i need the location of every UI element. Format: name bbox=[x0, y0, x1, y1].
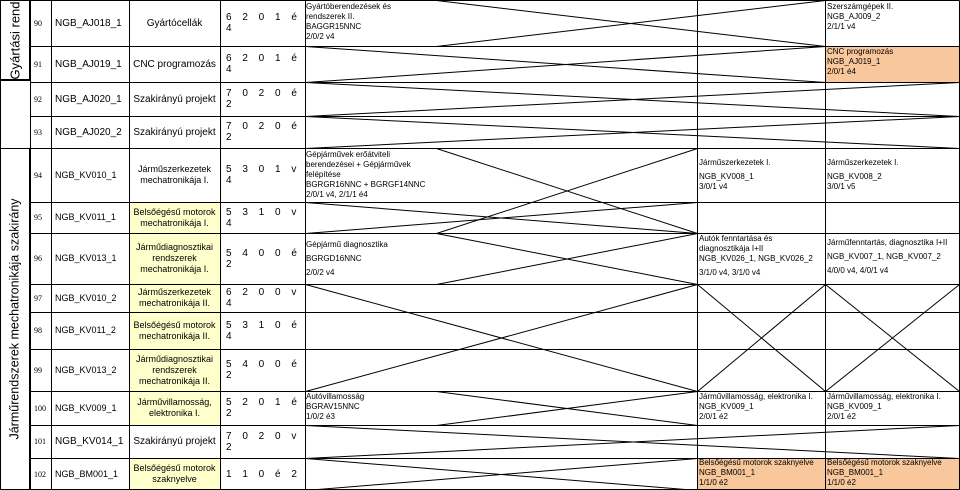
info-line: 3/1/0 v4, 3/1/0 v4 bbox=[699, 268, 761, 277]
course-code: NGB_BM001_1 bbox=[55, 468, 119, 479]
info-line: berendezései + Gépjárművek bbox=[306, 160, 411, 169]
info-line: Belsőégésű motorok szaknyelve bbox=[827, 458, 942, 467]
info-line: 2/0/2 v4 bbox=[306, 32, 335, 41]
row-number: 94 bbox=[34, 170, 42, 180]
info-line: Gépjárművek erőátviteli bbox=[306, 150, 391, 159]
row-number: 92 bbox=[34, 94, 42, 104]
info-line: Gyártóberendezések és bbox=[306, 2, 391, 11]
info-line: Járműfenntartás, diagnosztika I+II bbox=[827, 238, 948, 247]
info-line: NGB_KV008_2 bbox=[827, 172, 882, 181]
info-line: BGRGD16NNC bbox=[306, 254, 362, 263]
info-line: NGB_KV026_1, NGB_KV026_2 bbox=[699, 254, 813, 263]
info-line: 2/0/1 é2 bbox=[827, 412, 856, 421]
row-number: 97 bbox=[34, 293, 42, 303]
course-hours: 7 0 2 0 v 2 bbox=[226, 430, 297, 453]
course-code: NGB_KV010_1 bbox=[55, 169, 117, 180]
course-hours: 7 0 2 0 é 2 bbox=[226, 121, 297, 143]
info-line: CNC programozás bbox=[827, 47, 894, 56]
info-line: NGB_AJ009_2 bbox=[827, 12, 881, 21]
info-block-prereq-94 bbox=[306, 150, 456, 202]
course-hours: 6 2 0 0 v 4 bbox=[226, 287, 297, 309]
info-line: Autóvillamosság bbox=[306, 392, 365, 401]
info-line: Járművillamosság, elektronika I. bbox=[827, 392, 941, 401]
info-line: Járműszerkezetek I. bbox=[699, 158, 771, 167]
course-code: NGB_KV013_1 bbox=[55, 253, 117, 263]
course-name: Szakirányú projekt bbox=[133, 126, 216, 138]
course-hours: 5 3 0 1 v 4 bbox=[226, 164, 297, 186]
info-block-prereq-100 bbox=[306, 392, 456, 425]
info-line: 3/0/1 v4 bbox=[699, 182, 728, 191]
course-code: NGB_AJ018_1 bbox=[55, 17, 122, 29]
course-name: Járművillamosság, elektronika I. bbox=[137, 397, 212, 418]
info-line: rendszerek II. bbox=[306, 12, 355, 21]
info-line: Autók fenntartása és bbox=[699, 234, 773, 243]
info-block-tool-90 bbox=[827, 2, 957, 46]
info-line: 2/0/2 v4 bbox=[306, 268, 335, 277]
course-code: NGB_KV009_1 bbox=[55, 402, 117, 413]
course-name: Belsőégésű motorok mechatronikája I. bbox=[133, 206, 216, 228]
info-line: 1/1/0 é2 bbox=[699, 478, 728, 487]
info-line: NGB_KV007_1, NGB_KV007_2 bbox=[827, 252, 941, 261]
info-line: NGB_BM001_1 bbox=[699, 468, 756, 477]
info-line: Szerszámgépek II. bbox=[827, 2, 894, 11]
info-block-right2-94 bbox=[827, 158, 957, 202]
course-name: Belsőégésű motorok szaknyelve bbox=[133, 463, 216, 484]
info-block-right2-96 bbox=[827, 238, 960, 284]
course-hours: 5 4 0 0 é 2 bbox=[226, 359, 297, 381]
course-hours: 1 1 0 é 2 bbox=[226, 468, 297, 480]
info-line: felépítése bbox=[306, 170, 341, 179]
course-hours: 6 2 0 1 é 4 bbox=[226, 53, 297, 75]
row-number: 96 bbox=[34, 254, 42, 263]
course-hours: 5 2 0 1 é 2 bbox=[226, 397, 297, 419]
row-number: 98 bbox=[34, 326, 42, 335]
course-code: NGB_KV011_2 bbox=[55, 325, 116, 335]
row-number: 102 bbox=[34, 469, 46, 479]
info-line: 1/0/2 é3 bbox=[306, 412, 335, 421]
course-name: Szakirányú projekt bbox=[133, 436, 216, 447]
info-block-right2-102 bbox=[827, 458, 960, 490]
course-name: Járműdiagnosztikai rendszerek mechatronikája II. bbox=[135, 353, 214, 386]
info-line: NGB_KV008_1 bbox=[699, 172, 754, 181]
row-number: 95 bbox=[34, 213, 42, 222]
info-line: BGRAV15NNC bbox=[306, 402, 360, 411]
course-name: Gyártócellák bbox=[146, 17, 203, 29]
row-number: 90 bbox=[34, 18, 42, 28]
course-hours: 5 4 0 0 é 2 bbox=[226, 247, 297, 270]
info-block-cnc-91 bbox=[827, 47, 957, 81]
info-line: 2/1/1 v4 bbox=[827, 22, 856, 31]
info-line: Gépjármű diagnosztika bbox=[306, 240, 388, 249]
info-line: 3/0/1 v5 bbox=[827, 182, 856, 191]
info-line: 2/0/1 é4 bbox=[827, 67, 856, 76]
info-line: NGB_BM001_1 bbox=[827, 468, 884, 477]
info-line: Belsőégésű motorok szaknyelve bbox=[699, 458, 814, 467]
course-name: CNC programozás bbox=[133, 58, 216, 70]
row-number: 91 bbox=[34, 59, 42, 69]
course-name: Belsőégésű motorok mechatronikája II. bbox=[133, 319, 216, 341]
course-hours: 6 2 0 1 é 4 bbox=[226, 12, 297, 34]
info-block-prereq-96 bbox=[306, 240, 456, 284]
course-code: NGB_KV014_1 bbox=[55, 436, 124, 447]
info-block-prereq-90 bbox=[306, 2, 436, 46]
info-line: NGB_AJ019_1 bbox=[827, 57, 881, 66]
row-number: 93 bbox=[34, 127, 42, 137]
info-block-right1-102 bbox=[699, 458, 825, 490]
info-line: 2/0/1 é2 bbox=[699, 412, 728, 421]
course-code: NGB_KV013_2 bbox=[55, 364, 117, 375]
info-line: BGRGR16NNC + BGRGF14NNC bbox=[306, 180, 426, 189]
course-name: Szakirányú projekt bbox=[133, 93, 216, 105]
info-line: diagnosztikája I+II bbox=[699, 244, 764, 253]
info-line: 4/0/0 v4, 4/0/1 v4 bbox=[827, 266, 889, 275]
course-name: Járműszerkezetek mechatronikája II. bbox=[137, 287, 212, 308]
info-line: NGB_KV009_1 bbox=[699, 402, 754, 411]
section-header-gyartasi-label: Gyártási rend bbox=[7, 0, 23, 80]
course-name: Járműszerkezetek mechatronikája I. bbox=[137, 164, 212, 185]
info-block-right2-100 bbox=[827, 392, 960, 425]
course-code: NGB_KV010_2 bbox=[55, 292, 117, 303]
info-line: 1/1/0 é2 bbox=[827, 478, 856, 487]
row-number: 101 bbox=[34, 437, 46, 446]
course-code: NGB_AJ020_1 bbox=[55, 93, 122, 105]
course-code: NGB_KV011_1 bbox=[55, 212, 116, 222]
info-block-right1-94 bbox=[699, 158, 823, 202]
course-name: Járműdiagnosztikai rendszerek mechatronikája I. bbox=[135, 242, 214, 274]
info-block-right1-100 bbox=[699, 392, 823, 425]
row-number: 100 bbox=[34, 403, 46, 413]
info-line: 2/0/1 v4, 2/1/1 é4 bbox=[306, 190, 368, 199]
info-line: Járművillamosság, elektronika I. bbox=[699, 392, 813, 401]
info-line: BAGGR15NNC bbox=[306, 22, 362, 31]
course-hours: 5 3 1 0 é 4 bbox=[226, 319, 297, 342]
course-code: NGB_AJ020_2 bbox=[55, 126, 122, 138]
info-line: NGB_KV009_1 bbox=[827, 402, 882, 411]
course-code: NGB_AJ019_1 bbox=[55, 58, 122, 70]
course-hours: 7 0 2 0 é 2 bbox=[226, 88, 297, 110]
info-block-right1-96 bbox=[699, 234, 823, 284]
course-hours: 5 3 1 0 v 4 bbox=[226, 206, 297, 229]
section-header-jarmu-label: Járműrendszerek mechatronikája szakirány bbox=[8, 198, 23, 440]
row-number: 99 bbox=[34, 365, 42, 375]
info-line: Járműszerkezetek I. bbox=[827, 158, 899, 167]
